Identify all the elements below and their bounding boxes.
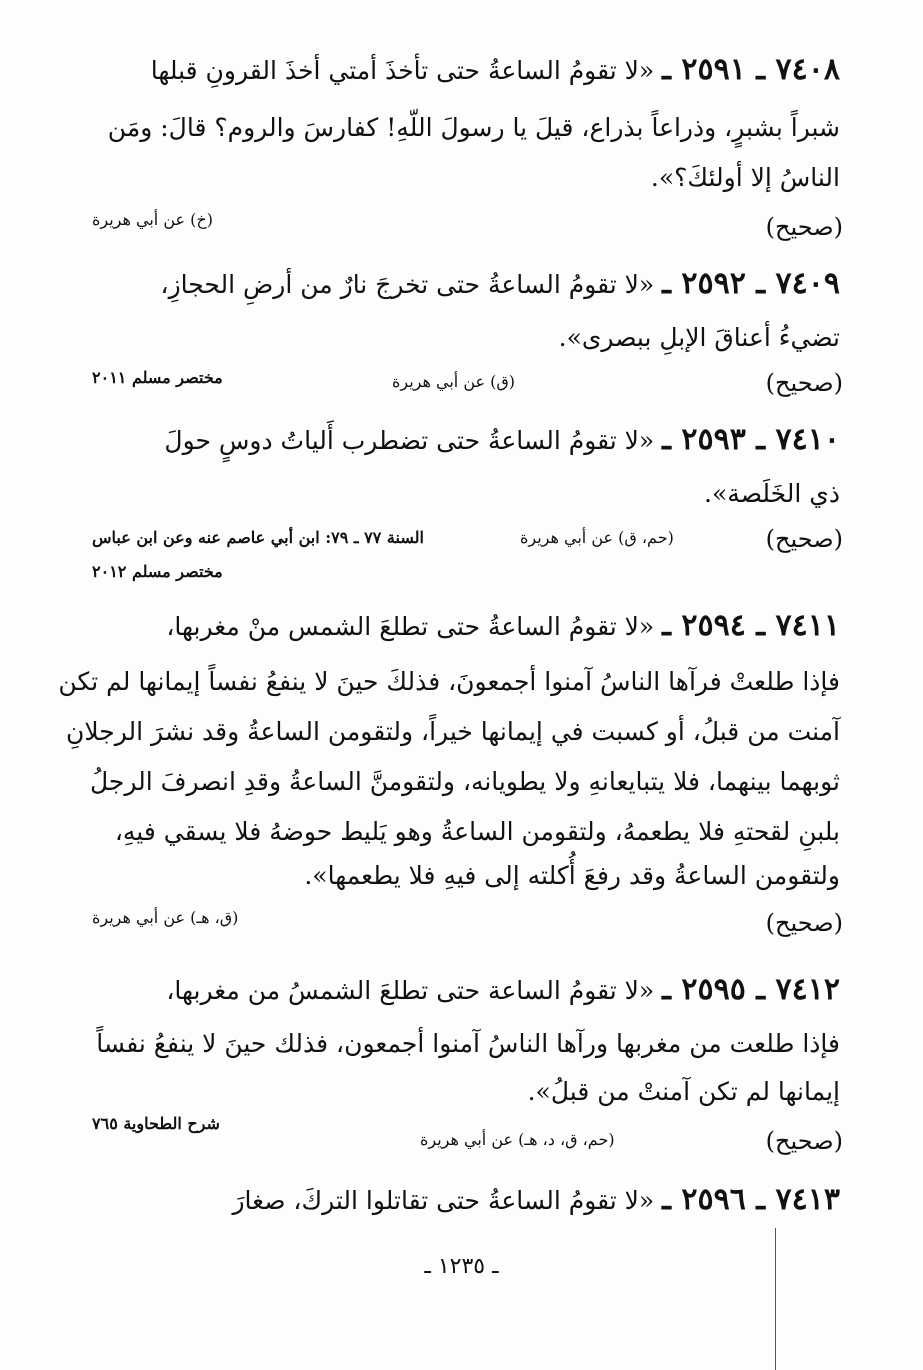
hadith-line: بلبنِ لقحتهِ فلا يطعمهُ، ولتقومن الساعةُ وهو يَليط حوضهُ فلا يسقي فيهِ، <box>114 817 840 846</box>
source-text: (حم، ق، د، هـ) عن أبي هريرة <box>420 1130 615 1149</box>
hadith-line: ٧٤١٢ ـ ٢٥٩٥ ـ «لا تقومُ الساعة حتى تطلعَ الشمسُ من مغربها، <box>166 972 840 1007</box>
hadith-number: ٧٤١١ ـ ٢٥٩٤ ـ <box>662 608 840 643</box>
grade-label: (صحيح) <box>765 525 843 553</box>
hadith-line: ٧٤١١ ـ ٢٥٩٤ ـ «لا تقومُ الساعةُ حتى تطلعَ الشمس منْ مغربها، <box>166 608 840 643</box>
hadith-number: ٧٤١٠ ـ ٢٥٩٣ ـ <box>662 422 840 457</box>
hadith-line: ذي الخَلَصة». <box>704 479 840 508</box>
source-text: (حم، ق) عن أبي هريرة <box>520 528 674 547</box>
hadith-line: ولتقومن الساعةُ وقد رفعَ أُكلته إلى فيهِ فلا يطعمها». <box>304 861 840 890</box>
hadith-line: فإذا طلعت من مغربها ورآها الناسُ آمنوا أجمعون، فذلك حينَ لا ينفعُ نفساً <box>96 1029 840 1058</box>
hadith-number: ٧٤٠٩ ـ ٢٥٩٢ ـ <box>662 266 840 301</box>
grade-label: (صحيح) <box>765 909 843 937</box>
hadith-line: ثوبهما بينهما، فلا يتبايعانهِ ولا يطويانه، ولتقومنَّ الساعةُ وقدِ انصرفَ الرجلُ <box>89 767 840 796</box>
reference-text: شرح الطحاوية ٧٦٥ <box>92 1114 220 1133</box>
hadith-line: آمنت من قبلُ، أو كسبت في إيمانها خيراً، ولتقومن الساعةُ وقد نشرَ الرجلانِ <box>66 717 840 746</box>
hadith-number: ٧٤٠٨ ـ ٢٥٩١ ـ <box>662 52 840 87</box>
hadith-line: ٧٤١٣ ـ ٢٥٩٦ ـ «لا تقومُ الساعةُ حتى تقاتلوا التركَ، صغارَ <box>232 1182 840 1217</box>
hadith-number: ٧٤١٢ ـ ٢٥٩٥ ـ <box>662 972 840 1007</box>
reference-text: مختصر مسلم ٢٠١١ <box>92 368 223 387</box>
hadith-line: الناسُ إلا أولئكَ؟». <box>650 163 840 192</box>
page-number: ـ ١٢٣٥ ـ <box>424 1254 499 1279</box>
margin-rule <box>775 1228 776 1370</box>
grade-label: (صحيح) <box>765 369 843 397</box>
hadith-line: شبراً بشبرٍ، وذراعاً بذراع، قيلَ يا رسولَ اللّهِ! كفارسَ والروم؟ قالَ: ومَن <box>107 113 840 142</box>
source-text: (خ) عن أبي هريرة <box>92 210 213 229</box>
hadith-line: فإذا طلعتْ فرآها الناسُ آمنوا أجمعونَ، فذلكَ حينَ لا ينفعُ نفساً إيمانها لم تكن <box>58 667 840 696</box>
hadith-line: ٧٤٠٩ ـ ٢٥٩٢ ـ «لا تقومُ الساعةُ حتى تخرجَ نارٌ من أرضِ الحجازِ، <box>160 266 840 301</box>
hadith-line: ٧٤٠٨ ـ ٢٥٩١ ـ «لا تقومُ الساعةُ حتى تأخذَ أمتي أخذَ القرونِ قبلها <box>150 52 840 87</box>
hadith-line: إيمانها لم تكن آمنتْ من قبلُ». <box>527 1077 840 1106</box>
source-text-secondary: السنة ٧٧ ـ ٧٩: ابن أبي عاصم عنه وعن ابن عباس <box>92 528 424 547</box>
reference-text: مختصر مسلم ٢٠١٢ <box>92 562 223 581</box>
grade-label: (صحيح) <box>765 213 843 241</box>
grade-label: (صحيح) <box>765 1127 843 1155</box>
source-text: (ق) عن أبي هريرة <box>392 372 516 391</box>
hadith-number: ٧٤١٣ ـ ٢٥٩٦ ـ <box>662 1182 840 1217</box>
hadith-line: تضيءُ أعناقَ الإبلِ ببصرى». <box>558 323 840 352</box>
source-text: (ق، هـ) عن أبي هريرة <box>92 908 239 927</box>
hadith-line: ٧٤١٠ ـ ٢٥٩٣ ـ «لا تقومُ الساعةُ حتى تضطرب أَلياتُ دوسٍ حولَ <box>164 422 840 457</box>
